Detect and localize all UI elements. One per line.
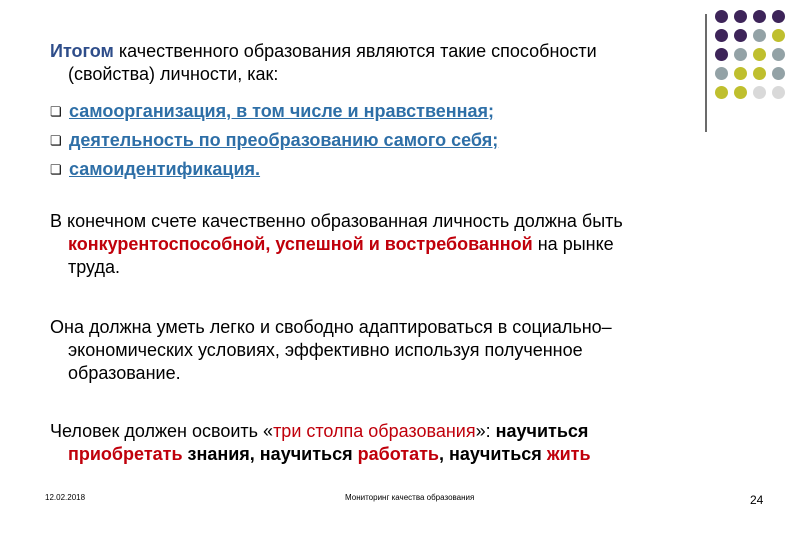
decor-dot [772,48,785,61]
decor-dot [715,48,728,61]
decor-dot [734,48,747,61]
bullet-list [50,97,498,184]
checkbox-square-icon: ❏ [50,104,62,119]
decor-dot [715,86,728,99]
decor-dot [715,67,728,80]
para3-line3: образование. [68,363,181,383]
footer-date: 12.02.2018 [45,493,86,502]
para4-three-pillars: три столпа образования [273,421,476,441]
checkbox-square-icon: ❏ [50,133,62,148]
paragraph-adapt [50,316,612,385]
decorative-dot-grid [715,10,805,110]
decor-dot [753,48,766,61]
decor-dot [734,67,747,80]
decor-dot [734,86,747,99]
decor-dot [715,29,728,42]
bullet-item [50,126,498,155]
decor-dot [753,29,766,42]
decor-dot [772,29,785,42]
decor-dot [715,10,728,23]
intro-lead-word: Итогом [50,41,114,61]
checkbox-square-icon: ❏ [50,162,62,177]
para4-text-a: Человек должен освоить « [50,421,274,441]
decor-dot [753,67,766,80]
intro-paragraph [50,40,597,86]
decor-dot [753,86,766,99]
para4-work: работать [357,444,439,464]
paragraph-three-pillars [50,420,591,466]
decor-dot [734,29,747,42]
para4-knowledge: знания, научиться [182,444,358,464]
paragraph-competitive [50,210,623,279]
decor-dot [772,86,785,99]
para3-line2: экономических условиях, эффективно используя полученное [68,340,583,360]
para4-text-b: »: [475,421,496,441]
decor-dot [734,10,747,23]
decor-dot [772,67,785,80]
bullet-item [50,97,498,126]
decor-dot [753,10,766,23]
para4-live: жить [546,444,591,464]
bullet-text: самоорганизация, в том числе и нравственная; [69,101,495,121]
para2-line1: В конечном счете качественно образованная личность должна быть [50,211,623,231]
para4-learn-1: научиться [495,421,589,441]
para2-line2-rest: на рынке [532,234,614,254]
bullet-text: деятельность по преобразованию самого себя; [69,130,499,150]
page-number: 24 [750,493,764,507]
para4-acquire: приобретать [68,444,183,464]
bullet-text: самоидентификация. [69,159,261,179]
para4-learn-3: , научиться [439,444,547,464]
decor-dot [772,10,785,23]
intro-line1: качественного образования являются такие способности [113,41,597,61]
footer-title: Мониторинг качества образования [345,493,475,502]
intro-line2: (свойства) личности, как: [68,64,279,84]
decorative-vertical-line [705,14,707,132]
para2-line3: труда. [68,257,120,277]
bullet-item [50,155,498,184]
para3-line1: Она должна уметь легко и свободно адаптироваться в социально– [50,317,612,337]
para2-highlight: конкурентоспособной, успешной и востребованной [68,234,533,254]
